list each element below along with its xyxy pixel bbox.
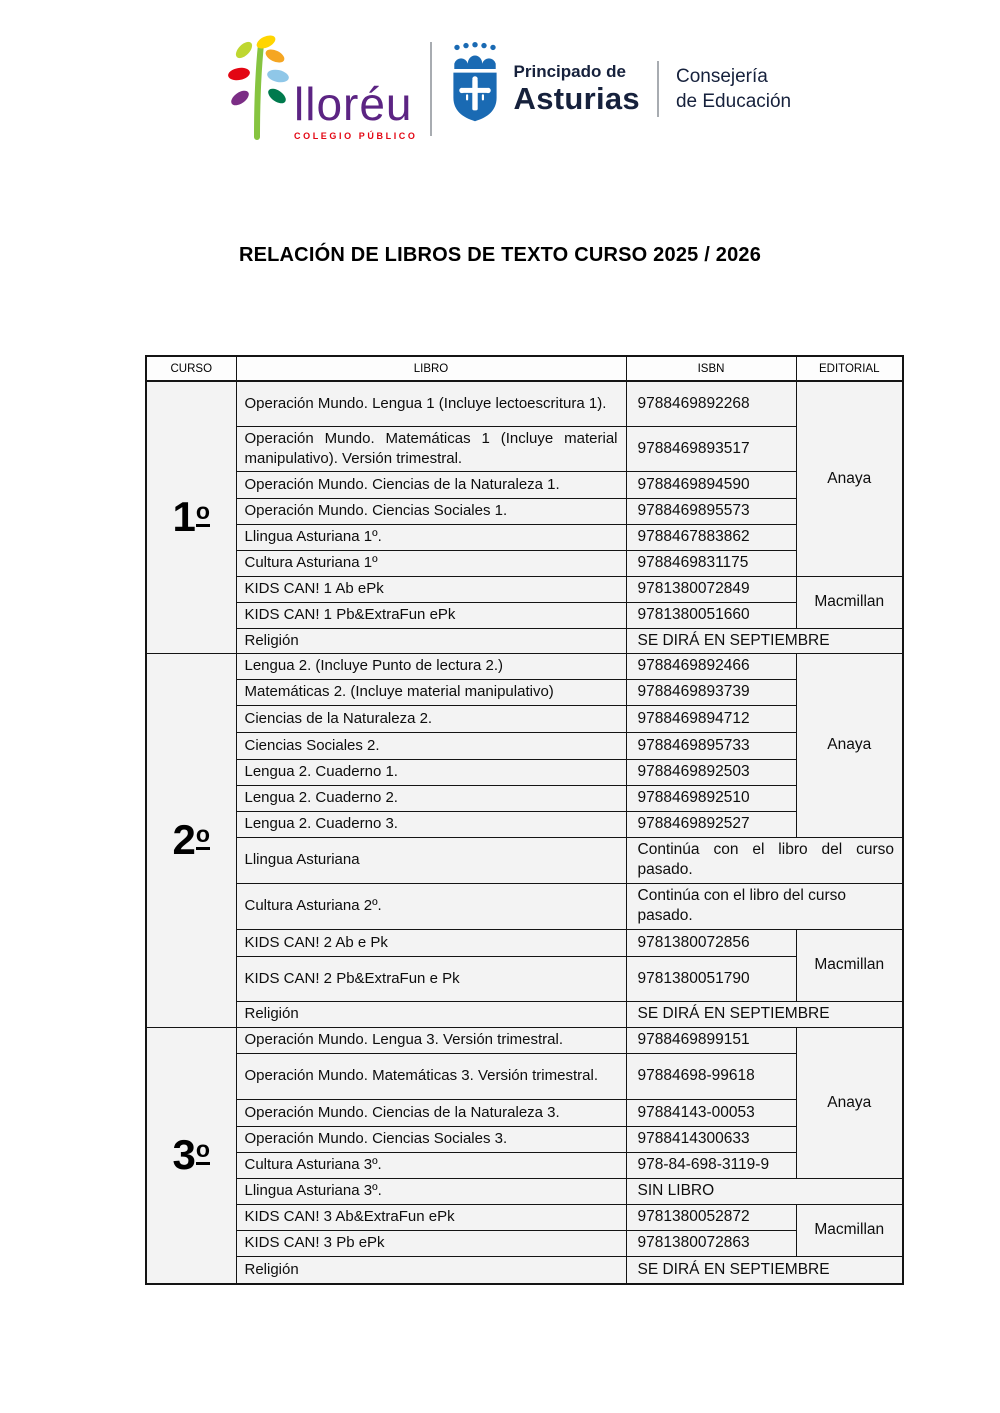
table-row [146, 929, 903, 956]
table-row [146, 1001, 903, 1027]
table-row [146, 811, 903, 837]
gov-department [676, 64, 791, 114]
gov-region-name: Asturias [513, 80, 640, 116]
libro-cell: Operación Mundo. Lengua 1 (Incluye lectoescritura 1). [236, 381, 626, 426]
editorial-cell: Anaya [796, 653, 903, 837]
table-row [146, 381, 903, 426]
asturias-logo-text [514, 63, 640, 116]
libro-cell: Llingua Asturiana 1º. [236, 524, 626, 550]
table-row [146, 705, 903, 732]
gov-department-line2: de Educación [675, 91, 792, 112]
isbn-note-cell: SE DIRÁ EN SEPTIEMBRE [626, 1001, 903, 1027]
libro-cell: Llingua Asturiana [236, 837, 626, 883]
table-row [146, 628, 903, 653]
editorial-cell: Anaya [796, 381, 903, 576]
table-row [146, 1126, 903, 1152]
isbn-cell: 9788467883862 [626, 524, 796, 550]
isbn-cell: 9788469892466 [626, 653, 796, 679]
libro-cell: Lengua 2. (Incluye Punto de lectura 2.) [236, 653, 626, 679]
table-body [146, 381, 903, 1284]
libro-cell: KIDS CAN! 3 Pb ePk [236, 1230, 626, 1256]
table-row [146, 524, 903, 550]
curso-cell [146, 381, 236, 653]
libro-cell: Religión [236, 1001, 626, 1027]
logo-divider [430, 42, 432, 136]
table-row [146, 1230, 903, 1256]
libro-cell: Operación Mundo. Ciencias Sociales 1. [236, 498, 626, 524]
table-row [146, 837, 903, 883]
libro-cell: KIDS CAN! 2 Ab e Pk [236, 929, 626, 956]
curso-cell [146, 653, 236, 1027]
libro-cell: Operación Mundo. Ciencias Sociales 3. [236, 1126, 626, 1152]
table-row [146, 679, 903, 705]
table-row [146, 602, 903, 628]
table-row [146, 1256, 903, 1284]
isbn-cell: 9788469894712 [626, 705, 796, 732]
editorial-cell: Macmillan [796, 929, 903, 1001]
isbn-cell: 9788469893739 [626, 679, 796, 705]
table-row [146, 785, 903, 811]
libro-cell: Operación Mundo. Matemáticas 3. Versión trimestral. [236, 1053, 626, 1099]
editorial-cell: Macmillan [796, 576, 903, 628]
header-logos [228, 34, 791, 144]
isbn-cell: 97884698-99618 [626, 1053, 796, 1099]
isbn-cell: 9781380051790 [626, 956, 796, 1001]
libro-cell: Cultura Asturiana 1º [236, 550, 626, 576]
table-row [146, 759, 903, 785]
table-header [146, 356, 903, 381]
libro-cell: Cultura Asturiana 3º. [236, 1152, 626, 1178]
curso-number: 3 [172, 1131, 196, 1179]
column-header: EDITORIAL [796, 356, 903, 381]
table-row [146, 1053, 903, 1099]
table-row [146, 883, 903, 929]
table-row [146, 426, 903, 471]
gov-divider [657, 61, 659, 117]
isbn-cell: 9788469892268 [626, 381, 796, 426]
isbn-cell: 9788469831175 [626, 550, 796, 576]
asturias-logo [448, 37, 640, 142]
libro-cell: Cultura Asturiana 2º. [236, 883, 626, 929]
isbn-cell: 9788469895573 [626, 498, 796, 524]
school-name: lloréu [294, 78, 413, 131]
header-row [146, 356, 903, 381]
libro-cell: Ciencias de la Naturaleza 2. [236, 705, 626, 732]
isbn-cell: 9781380072849 [626, 576, 796, 602]
isbn-cell: 978-84-698-3119-9 [626, 1152, 796, 1178]
curso-ordinal: o [196, 823, 210, 850]
curso-ordinal: o [196, 500, 210, 527]
table-row [146, 1204, 903, 1230]
libro-cell: KIDS CAN! 1 Pb&ExtraFun ePk [236, 602, 626, 628]
table-row [146, 1178, 903, 1204]
school-subtitle: COLEGIO PÚBLICO [294, 130, 418, 141]
libro-cell: Religión [236, 1256, 626, 1284]
table-row [146, 956, 903, 1001]
school-tree-icon [228, 34, 290, 145]
table-row [146, 498, 903, 524]
libro-cell: KIDS CAN! 3 Ab&ExtraFun ePk [236, 1204, 626, 1230]
table-row [146, 732, 903, 759]
column-header: LIBRO [236, 356, 626, 381]
libro-cell: Operación Mundo. Matemáticas 1 (Incluye material manipulativo). Versión trimestral. [236, 426, 626, 471]
column-header: ISBN [626, 356, 796, 381]
isbn-cell: 9788469893517 [626, 426, 796, 471]
isbn-cell: 9788469892503 [626, 759, 796, 785]
table-row [146, 471, 903, 498]
curso-cell [146, 1027, 236, 1284]
isbn-note-cell: Continúa con el libro del curso pasado. [626, 837, 903, 883]
libro-cell: Operación Mundo. Ciencias de la Naturaleza 3. [236, 1099, 626, 1126]
editorial-cell: Macmillan [796, 1204, 903, 1256]
libro-cell: KIDS CAN! 1 Ab ePk [236, 576, 626, 602]
isbn-note-cell: SE DIRÁ EN SEPTIEMBRE [626, 628, 903, 653]
column-header: CURSO [146, 356, 236, 381]
page-title: RELACIÓN DE LIBROS DE TEXTO CURSO 2025 / 2026 [238, 244, 762, 266]
table-row [146, 550, 903, 576]
libro-cell: Religión [236, 628, 626, 653]
table-row [146, 1152, 903, 1178]
isbn-cell: 9788469894590 [626, 471, 796, 498]
curso-number: 1 [172, 493, 196, 541]
curso-number: 2 [172, 816, 196, 864]
libro-cell: Lengua 2. Cuaderno 2. [236, 785, 626, 811]
isbn-cell: 9781380051660 [626, 602, 796, 628]
isbn-cell: 97884143-00053 [626, 1099, 796, 1126]
libro-cell: Lengua 2. Cuaderno 1. [236, 759, 626, 785]
table-row [146, 653, 903, 679]
libro-cell: KIDS CAN! 2 Pb&ExtraFun e Pk [236, 956, 626, 1001]
gov-region-small: Principado de [513, 61, 626, 81]
isbn-note-cell: Continúa con el libro del curso pasado. [626, 883, 903, 929]
libro-cell: Llingua Asturiana 3º. [236, 1178, 626, 1204]
isbn-note-cell: SE DIRÁ EN SEPTIEMBRE [626, 1256, 903, 1284]
isbn-cell: 9788469892527 [626, 811, 796, 837]
isbn-cell: 9781380072856 [626, 929, 796, 956]
table-row [146, 576, 903, 602]
libro-cell: Matemáticas 2. (Incluye material manipulativo) [236, 679, 626, 705]
school-logo [228, 34, 418, 145]
gov-department-line1: Consejería [675, 65, 768, 87]
isbn-cell: 9788414300633 [626, 1126, 796, 1152]
libro-cell: Lengua 2. Cuaderno 3. [236, 811, 626, 837]
table-row [146, 1099, 903, 1126]
isbn-cell: 9788469899151 [626, 1027, 796, 1053]
asturias-shield-icon [448, 37, 502, 142]
libro-cell: Ciencias Sociales 2. [236, 732, 626, 759]
isbn-cell: 9788469892510 [626, 785, 796, 811]
isbn-note-cell: SIN LIBRO [626, 1178, 903, 1204]
school-logo-text [294, 78, 418, 144]
editorial-cell: Anaya [796, 1027, 903, 1178]
curso-ordinal: o [196, 1138, 210, 1165]
libro-cell: Operación Mundo. Ciencias de la Naturaleza 1. [236, 471, 626, 498]
isbn-cell: 9788469895733 [626, 732, 796, 759]
table-row [146, 1027, 903, 1053]
books-table [145, 355, 904, 1285]
isbn-cell: 9781380052872 [626, 1204, 796, 1230]
libro-cell: Operación Mundo. Lengua 3. Versión trimestral. [236, 1027, 626, 1053]
isbn-cell: 9781380072863 [626, 1230, 796, 1256]
